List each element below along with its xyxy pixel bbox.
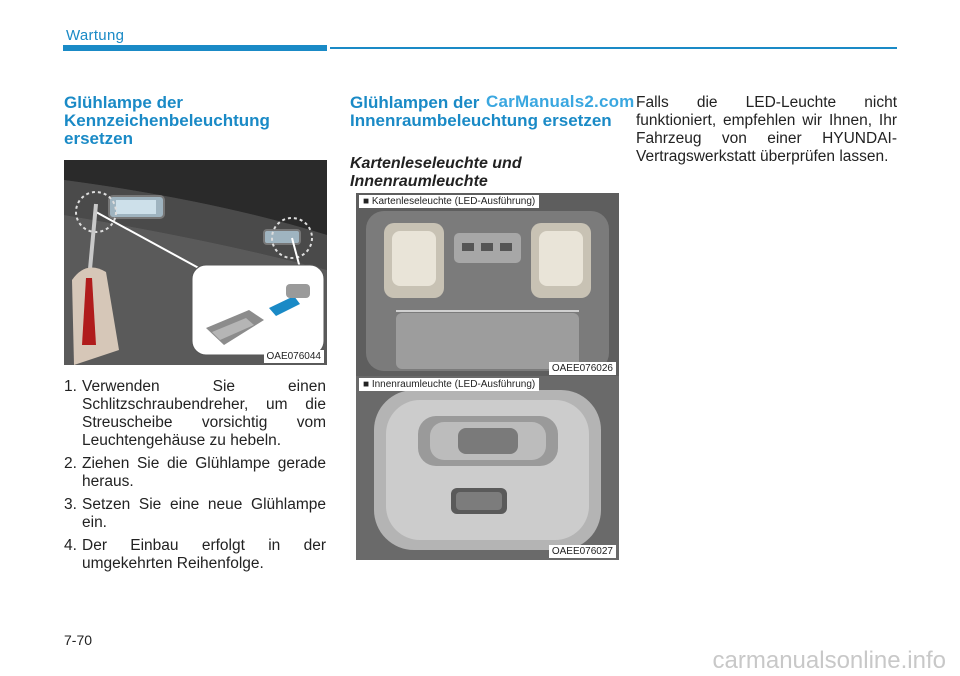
middle-heading: Glühlampen der Innenraumbeleuchtung ersetzen bbox=[350, 93, 612, 130]
figure-caption: ■ Innenraumleuchte (LED-Ausführung) bbox=[359, 378, 539, 391]
map-lamp-figure bbox=[356, 193, 619, 377]
middle-subheading: Kartenleseleuchte und Innenraumleuchte bbox=[350, 155, 522, 190]
left-heading: Glühlampe der Kennzeichenbeleuchtung ersetzen bbox=[64, 93, 270, 148]
section-label: Wartung bbox=[66, 27, 125, 44]
instruction-steps bbox=[64, 378, 326, 578]
interior-lamp-figure bbox=[356, 376, 619, 560]
list-item: 3. Setzen Sie eine neue Glühlampe ein. bbox=[64, 496, 326, 531]
list-item: 1. Verwenden Sie einen Schlitzschraubendreher, um die Streuscheibe vorsichtig vom Leuchtengehäuse zu hebeln. bbox=[64, 378, 326, 449]
figure-code: OAEE076026 bbox=[549, 362, 616, 375]
header-rule-thick bbox=[63, 45, 327, 51]
header-rule-thin bbox=[330, 47, 897, 49]
footer-watermark: carmanualsonline.info bbox=[712, 647, 946, 674]
figure-caption: ■ Kartenleseleuchte (LED-Ausführung) bbox=[359, 195, 539, 208]
list-item: 4. Der Einbau erfolgt in der umgekehrten Reihenfolge. bbox=[64, 537, 326, 572]
interior-lamp-illustration bbox=[356, 376, 619, 560]
figure-code: OAE076044 bbox=[264, 350, 325, 363]
figure-code: OAEE076027 bbox=[549, 545, 616, 558]
page-number: 7-70 bbox=[64, 632, 93, 648]
right-paragraph: Falls die LED-Leuchte nicht funktioniert, empfehlen wir Ihnen, Ihr Fahrzeug von einer HYUNDAI-Vertragswerkstatt überprüfen lassen. bbox=[636, 94, 897, 165]
list-item: 2. Ziehen Sie die Glühlampe gerade heraus. bbox=[64, 455, 326, 490]
license-lamp-illustration bbox=[64, 160, 327, 365]
watermark: CarManuals2.com bbox=[486, 92, 635, 111]
map-lamp-illustration bbox=[356, 193, 619, 377]
license-lamp-figure bbox=[64, 160, 327, 365]
